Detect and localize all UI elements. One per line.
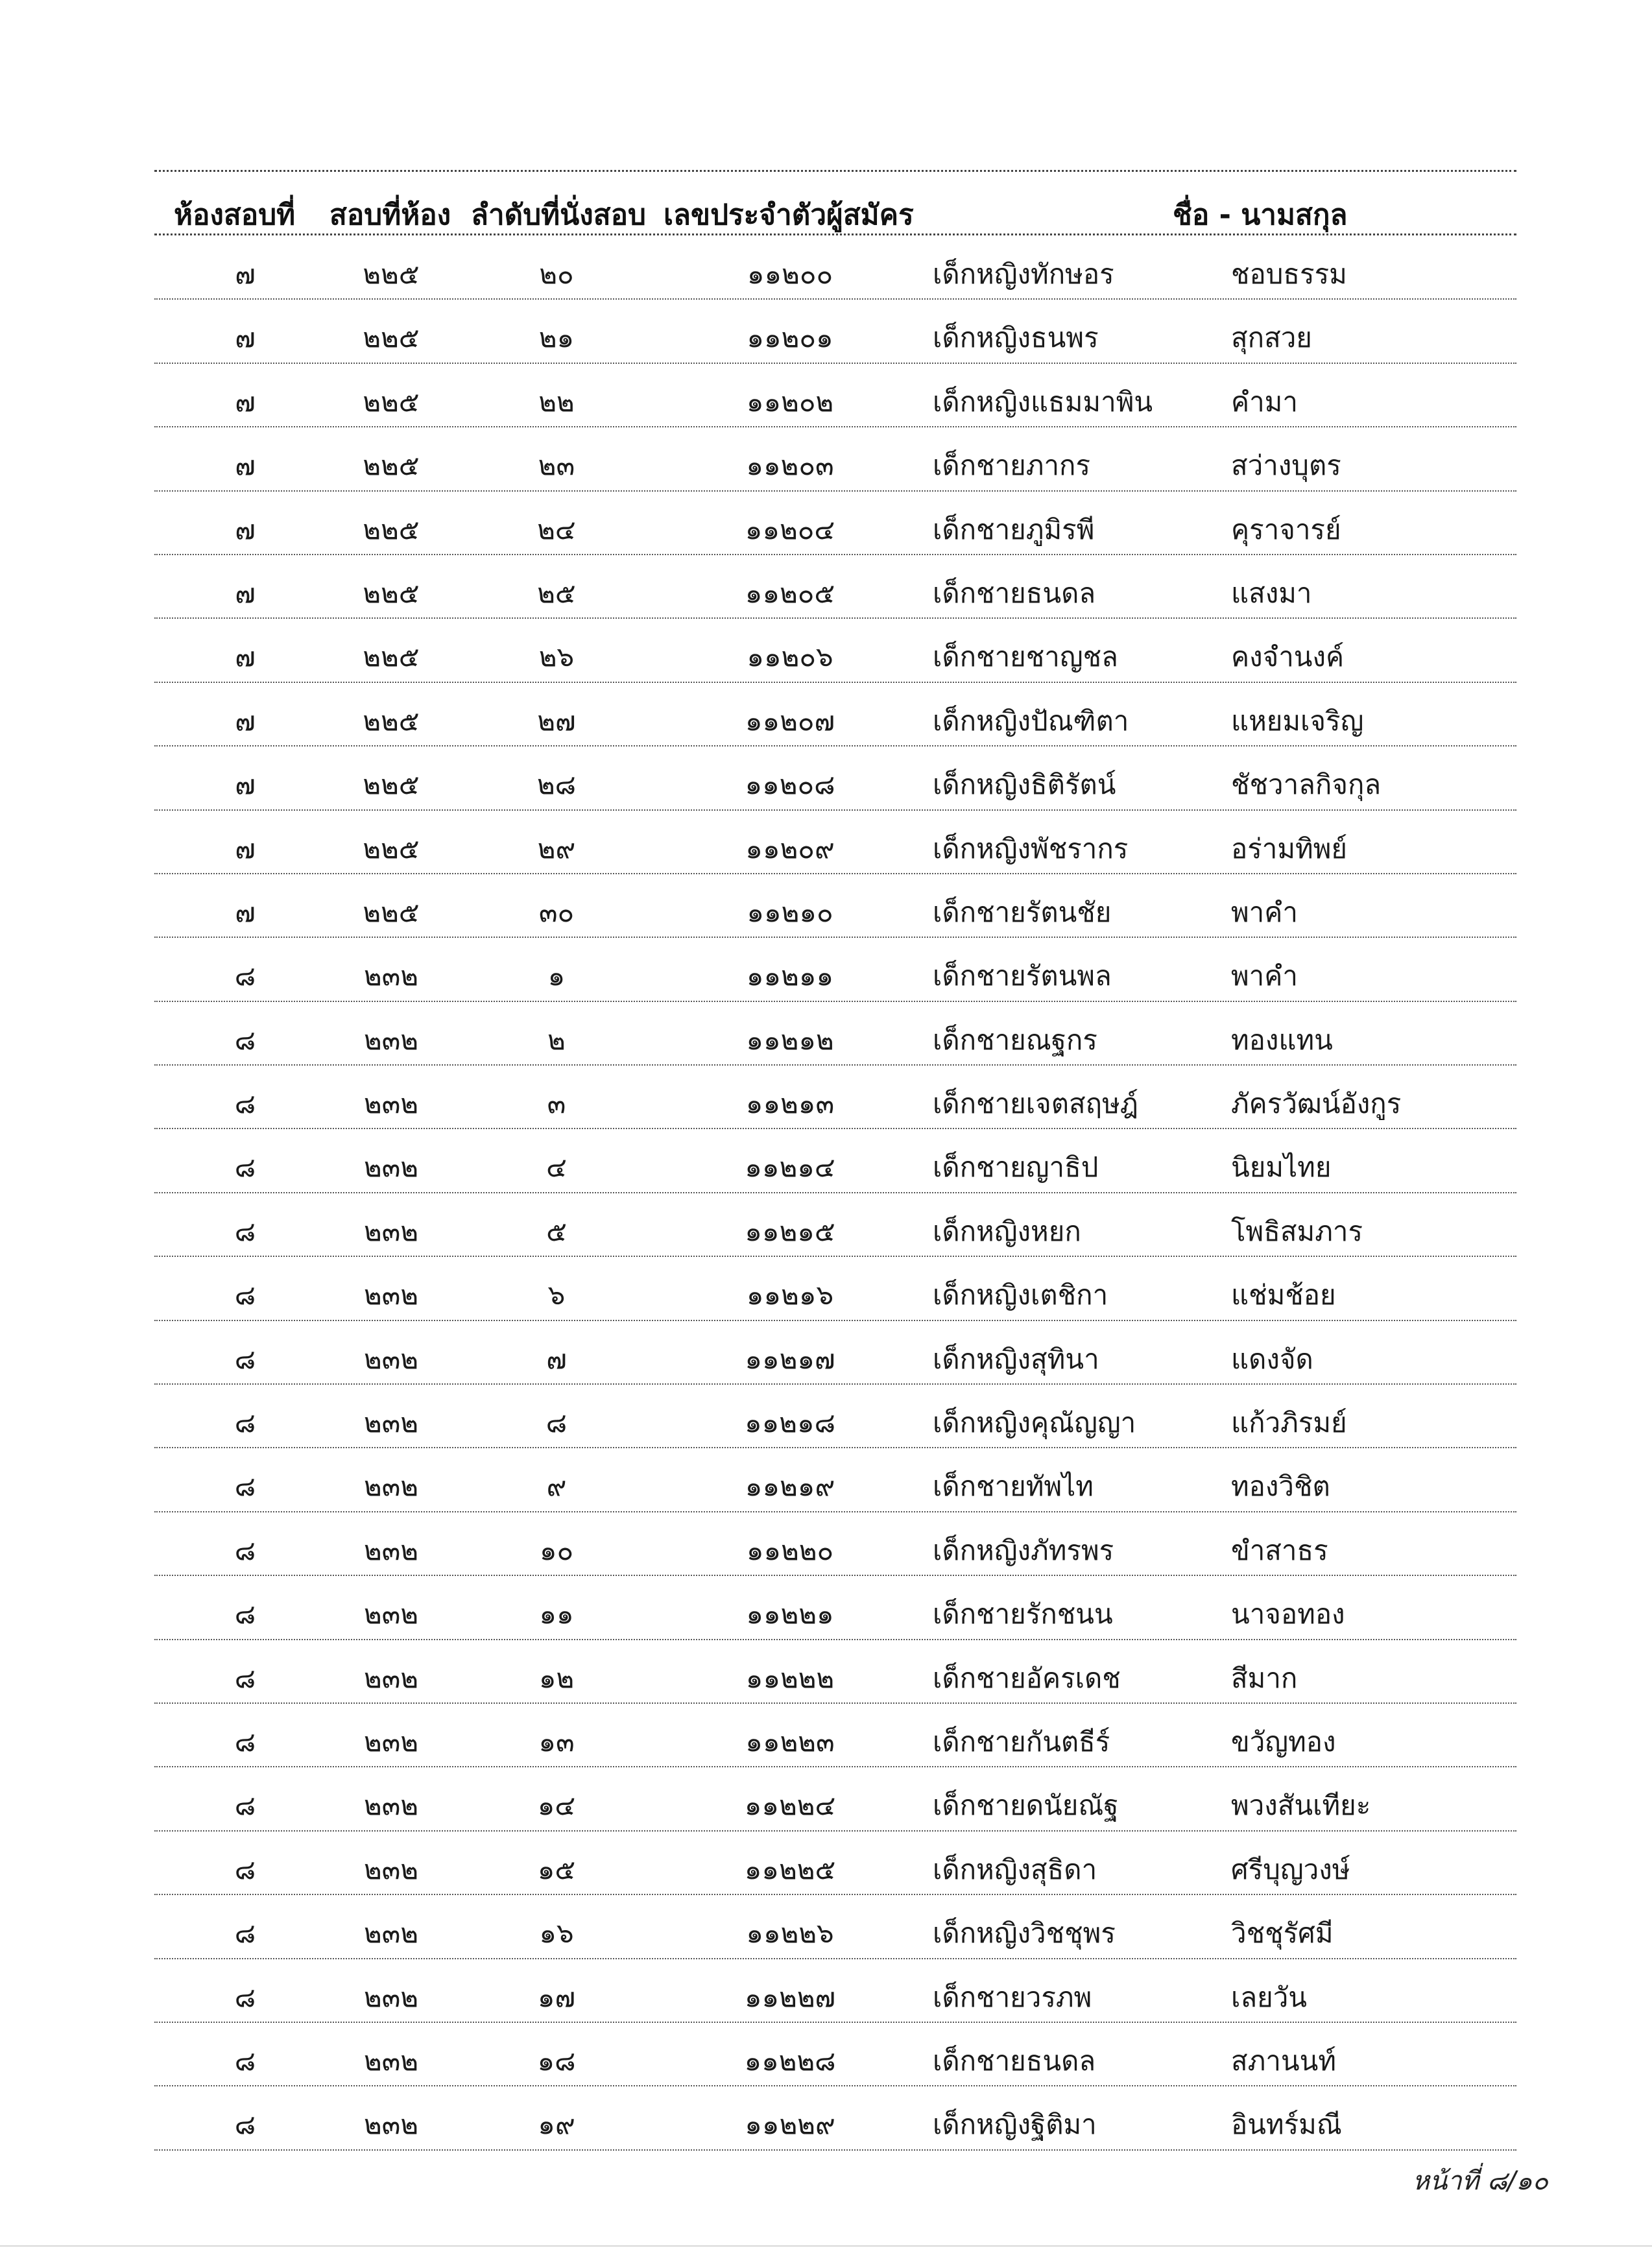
cell-building: ๒๒๕ — [363, 513, 420, 545]
cell-applicant-id: ๑๑๒๒๖ — [746, 1917, 834, 1950]
cell-last-name: แก้วภิรมย์ — [1231, 1407, 1347, 1439]
table-row — [154, 427, 1516, 491]
table-row — [154, 683, 1516, 746]
header-seat: ลำดับที่นั่งสอบ — [471, 198, 646, 232]
cell-applicant-id: ๑๑๒๑๒ — [746, 1023, 834, 1056]
cell-seat: ๓ — [547, 1088, 566, 1120]
cell-building: ๒๓๒ — [363, 1407, 419, 1439]
cell-building: ๒๓๒ — [363, 2108, 419, 2141]
cell-first-name: เด็กหญิงปัณฑิตา — [933, 704, 1129, 737]
cell-applicant-id: ๑๑๒๑๘ — [744, 1407, 836, 1439]
cell-first-name: เด็กชายภูมิรพี — [933, 513, 1095, 545]
cell-building: ๒๓๒ — [363, 1789, 419, 1822]
cell-last-name: สุกสวย — [1231, 322, 1312, 354]
cell-seat: ๑๒ — [538, 1662, 575, 1694]
cell-last-name: สีมาก — [1231, 1662, 1298, 1694]
cell-room: ๘ — [234, 1088, 256, 1120]
cell-building: ๒๒๕ — [363, 769, 420, 801]
cell-last-name: อินทร์มณี — [1231, 2108, 1342, 2141]
cell-seat: ๒๖ — [538, 641, 575, 673]
cell-building: ๒๓๒ — [363, 1023, 419, 1056]
cell-building: ๒๓๒ — [363, 1343, 419, 1375]
cell-room: ๘ — [234, 1407, 256, 1439]
cell-first-name: เด็กชายกันตธีร์ — [933, 1725, 1110, 1758]
cell-first-name: เด็กชายเจตสฤษฎ์ — [933, 1088, 1138, 1120]
cell-building: ๒๒๕ — [363, 449, 420, 482]
cell-room: ๘ — [234, 1279, 256, 1311]
cell-room: ๗ — [235, 704, 256, 737]
cell-last-name: ทองวิชิต — [1231, 1470, 1330, 1503]
cell-applicant-id: ๑๑๒๑๙ — [745, 1470, 835, 1503]
cell-applicant-id: ๑๑๒๑๐ — [747, 896, 833, 928]
cell-seat: ๔ — [546, 1151, 567, 1184]
cell-first-name: เด็กชายรัตนชัย — [933, 896, 1112, 928]
cell-room: ๗ — [235, 258, 256, 290]
cell-applicant-id: ๑๑๒๑๖ — [746, 1279, 834, 1311]
cell-seat: ๖ — [547, 1279, 566, 1311]
cell-last-name: พาคำ — [1231, 896, 1298, 928]
cell-seat: ๑ — [547, 960, 566, 992]
header-room: ห้องสอบที่ — [174, 198, 296, 232]
cell-first-name: เด็กหญิงวิชชุพร — [933, 1917, 1116, 1950]
cell-room: ๘ — [234, 1853, 256, 1885]
header-applicant-id: เลขประจำตัวผู้สมัคร — [664, 198, 914, 232]
cell-seat: ๑๙ — [538, 2108, 575, 2141]
cell-room: ๘ — [234, 1534, 256, 1566]
table-row — [154, 746, 1516, 810]
cell-applicant-id: ๑๑๒๑๗ — [745, 1343, 835, 1375]
cell-room: ๗ — [235, 449, 256, 482]
cell-applicant-id: ๑๑๒๑๔ — [745, 1151, 835, 1184]
cell-applicant-id: ๑๑๒๐๘ — [745, 769, 835, 801]
cell-room: ๗ — [235, 896, 256, 928]
cell-room: ๘ — [234, 1151, 256, 1184]
cell-seat: ๗ — [546, 1343, 567, 1375]
cell-seat: ๑๑ — [539, 1598, 574, 1630]
cell-room: ๘ — [234, 1215, 256, 1247]
cell-first-name: เด็กหญิงสุทินา — [933, 1343, 1099, 1375]
cell-applicant-id: ๑๑๒๑๓ — [745, 1088, 835, 1120]
cell-room: ๗ — [235, 513, 256, 545]
cell-building: ๒๓๒ — [363, 1725, 419, 1758]
cell-last-name: ขวัญทอง — [1231, 1725, 1336, 1758]
cell-room: ๘ — [234, 1662, 256, 1694]
cell-last-name: ชอบธรรม — [1231, 258, 1347, 290]
cell-seat: ๕ — [546, 1215, 567, 1247]
cell-seat: ๑๖ — [539, 1917, 574, 1950]
cell-building: ๒๒๕ — [363, 832, 420, 865]
cell-applicant-id: ๑๑๒๐๒ — [746, 385, 834, 418]
cell-applicant-id: ๑๑๒๒๐ — [746, 1534, 834, 1566]
cell-last-name: ภัครวัฒน์อังกูร — [1231, 1088, 1402, 1120]
table-row — [154, 2023, 1516, 2086]
table-row — [154, 492, 1516, 555]
cell-building: ๒๓๒ — [363, 1598, 419, 1630]
cell-seat: ๑๓ — [538, 1725, 575, 1758]
cell-last-name: แหยมเจริญ — [1231, 704, 1364, 737]
cell-room: ๗ — [235, 769, 256, 801]
cell-applicant-id: ๑๑๒๐๗ — [745, 704, 835, 737]
cell-seat: ๒๕ — [537, 577, 576, 609]
cell-first-name: เด็กหญิงเตชิกา — [933, 1279, 1108, 1311]
cell-room: ๘ — [234, 1023, 256, 1056]
cell-last-name: โพธิสมภาร — [1231, 1215, 1363, 1247]
cell-applicant-id: ๑๑๒๒๔ — [744, 1789, 836, 1822]
cell-applicant-id: ๑๑๒๑๑ — [746, 960, 834, 992]
table-row — [154, 2086, 1516, 2150]
cell-room: ๘ — [234, 2108, 256, 2141]
cell-first-name: เด็กหญิงคุณัญญา — [933, 1407, 1136, 1439]
cell-first-name: เด็กชายรักชนน — [933, 1598, 1113, 1630]
cell-last-name: พาคำ — [1231, 960, 1298, 992]
cell-first-name: เด็กชายรัตนพล — [933, 960, 1112, 992]
table-row — [154, 1257, 1516, 1320]
cell-room: ๗ — [235, 322, 256, 354]
table-row — [154, 1512, 1516, 1576]
table-row — [154, 1129, 1516, 1193]
table-row — [154, 811, 1516, 874]
cell-applicant-id: ๑๑๒๒๗ — [744, 1981, 836, 2013]
table-row — [154, 555, 1516, 619]
cell-first-name: เด็กชายดนัยณัฐ — [933, 1789, 1119, 1822]
cell-applicant-id: ๑๑๒๐๖ — [747, 641, 833, 673]
cell-seat: ๒๓ — [538, 449, 575, 482]
cell-applicant-id: ๑๑๒๑๕ — [745, 1215, 835, 1247]
cell-building: ๒๒๕ — [363, 258, 420, 290]
cell-room: ๘ — [234, 960, 256, 992]
cell-first-name: เด็กชายวรภพ — [933, 1981, 1092, 2013]
cell-last-name: สว่างบุตร — [1231, 449, 1341, 482]
cell-applicant-id: ๑๑๒๐๓ — [746, 449, 834, 482]
cell-seat: ๑๐ — [539, 1534, 574, 1566]
cell-first-name: เด็กหญิงทักษอร — [933, 258, 1114, 290]
cell-room: ๗ — [235, 832, 256, 865]
cell-applicant-id: ๑๑๒๒๑ — [746, 1598, 834, 1630]
cell-seat: ๒ — [547, 1023, 566, 1056]
table-row — [154, 1066, 1516, 1129]
cell-room: ๘ — [234, 1917, 256, 1950]
cell-building: ๒๓๒ — [363, 1215, 419, 1247]
cell-building: ๒๓๒ — [363, 960, 419, 992]
cell-room: ๗ — [235, 577, 256, 609]
cell-building: ๒๒๕ — [363, 322, 420, 354]
table-row — [154, 1832, 1516, 1895]
cell-last-name: พวงสันเทียะ — [1231, 1789, 1371, 1822]
cell-seat: ๒๔ — [537, 513, 576, 545]
page-bottom-edge — [0, 2245, 1652, 2247]
cell-last-name: อร่ามทิพย์ — [1231, 832, 1348, 865]
cell-first-name: เด็กหญิงธิติรัตน์ — [933, 769, 1116, 801]
cell-room: ๘ — [234, 2044, 256, 2077]
cell-room: ๗ — [235, 385, 256, 418]
cell-room: ๘ — [234, 1981, 256, 2013]
cell-building: ๒๓๒ — [363, 1279, 419, 1311]
table-row — [154, 1385, 1516, 1448]
cell-building: ๒๓๒ — [363, 1151, 419, 1184]
table-row — [154, 1448, 1516, 1512]
table-row — [154, 1193, 1516, 1257]
cell-last-name: แช่มช้อย — [1231, 1279, 1336, 1311]
cell-last-name: ชัชวาลกิจกุล — [1231, 769, 1382, 801]
table-row — [154, 1002, 1516, 1066]
cell-building: ๒๒๕ — [363, 896, 420, 928]
cell-first-name: เด็กชายภากร — [933, 449, 1091, 482]
cell-first-name: เด็กชายธนดล — [933, 577, 1096, 609]
cell-last-name: แสงมา — [1231, 577, 1312, 609]
cell-room: ๘ — [234, 1789, 256, 1822]
cell-first-name: เด็กหญิงภัทรพร — [933, 1534, 1114, 1566]
cell-building: ๒๓๒ — [363, 1981, 419, 2013]
cell-seat: ๑๕ — [537, 1853, 576, 1885]
table-row — [154, 1895, 1516, 1959]
header-building: สอบที่ห้อง — [329, 198, 451, 232]
cell-last-name: นิยมไทย — [1231, 1151, 1332, 1184]
cell-building: ๒๓๒ — [363, 1853, 419, 1885]
cell-seat: ๒๘ — [536, 769, 577, 801]
cell-first-name: เด็กชายธนดล — [933, 2044, 1096, 2077]
cell-building: ๒๓๒ — [363, 1088, 419, 1120]
table-row — [154, 1640, 1516, 1704]
cell-first-name: เด็กหญิงธนพร — [933, 322, 1099, 354]
cell-room: ๘ — [234, 1725, 256, 1758]
cell-last-name: วิชชุรัศมี — [1231, 1917, 1334, 1950]
table-row — [154, 1767, 1516, 1831]
top-divider — [154, 170, 1516, 172]
cell-last-name: คำมา — [1231, 385, 1298, 418]
cell-first-name: เด็กหญิงหยก — [933, 1215, 1081, 1247]
cell-building: ๒๓๒ — [363, 1470, 419, 1503]
cell-seat: ๑๘ — [537, 2044, 576, 2077]
table-row — [154, 1576, 1516, 1640]
table-row — [154, 938, 1516, 1001]
cell-last-name: ทองแทน — [1231, 1023, 1333, 1056]
cell-building: ๒๒๕ — [363, 641, 420, 673]
cell-last-name: สภานนท์ — [1231, 2044, 1337, 2077]
cell-seat: ๒๑ — [538, 322, 575, 354]
cell-building: ๒๒๕ — [363, 577, 420, 609]
cell-seat: ๘ — [545, 1407, 568, 1439]
cell-room: ๗ — [235, 641, 256, 673]
cell-first-name: เด็กหญิงสุธิดา — [933, 1853, 1097, 1885]
cell-applicant-id: ๑๑๒๐๙ — [745, 832, 835, 865]
cell-last-name: แดงจัด — [1231, 1343, 1313, 1375]
table-row — [154, 300, 1516, 363]
cell-seat: ๙ — [546, 1470, 567, 1503]
cell-seat: ๒๗ — [537, 704, 576, 737]
cell-seat: ๒๙ — [537, 832, 576, 865]
cell-room: ๘ — [234, 1470, 256, 1503]
cell-last-name: นาจอทอง — [1231, 1598, 1345, 1630]
table-row — [154, 874, 1516, 938]
cell-last-name: คงจำนงค์ — [1231, 641, 1345, 673]
table-row — [154, 236, 1516, 300]
cell-first-name: เด็กชายอัครเดช — [933, 1662, 1121, 1694]
cell-first-name: เด็กชายณฐกร — [933, 1023, 1097, 1056]
cell-building: ๒๒๕ — [363, 704, 420, 737]
cell-seat: ๑๗ — [537, 1981, 576, 2013]
cell-applicant-id: ๑๑๒๒๙ — [745, 2108, 835, 2141]
table-row — [154, 1959, 1516, 2023]
cell-last-name: ศรีบุญวงษ์ — [1231, 1853, 1350, 1885]
cell-building: ๒๓๒ — [363, 1534, 419, 1566]
cell-applicant-id: ๑๑๒๒๒ — [745, 1662, 835, 1694]
cell-first-name: เด็กชายชาญชล — [933, 641, 1118, 673]
cell-seat: ๑๔ — [537, 1789, 576, 1822]
cell-applicant-id: ๑๑๒๐๕ — [745, 577, 835, 609]
cell-seat: ๒๒ — [538, 385, 575, 418]
cell-seat: ๓๐ — [538, 896, 575, 928]
cell-last-name: ขำสาธร — [1231, 1534, 1328, 1566]
cell-applicant-id: ๑๑๒๒๕ — [744, 1853, 836, 1885]
cell-last-name: คุราจารย์ — [1231, 513, 1341, 545]
cell-room: ๘ — [234, 1598, 256, 1630]
cell-room: ๘ — [234, 1343, 256, 1375]
table-row — [154, 364, 1516, 427]
table-header — [154, 188, 1516, 235]
cell-first-name: เด็กหญิงพัชรากร — [933, 832, 1129, 865]
cell-first-name: เด็กชายญาธิป — [933, 1151, 1099, 1184]
table-row — [154, 1704, 1516, 1767]
cell-building: ๒๒๕ — [363, 385, 420, 418]
cell-applicant-id: ๑๑๒๐๐ — [747, 258, 833, 290]
cell-first-name: เด็กชายทัพไท — [933, 1470, 1094, 1503]
table-row — [154, 619, 1516, 682]
cell-first-name: เด็กหญิงฐิติมา — [933, 2108, 1097, 2141]
cell-applicant-id: ๑๑๒๒๘ — [744, 2044, 836, 2077]
table-row — [154, 1321, 1516, 1385]
cell-applicant-id: ๑๑๒๒๓ — [745, 1725, 835, 1758]
page-number: หน้าที่ ๘/๑๐ — [1412, 2166, 1548, 2196]
cell-building: ๒๓๒ — [363, 1662, 419, 1694]
cell-building: ๒๓๒ — [363, 2044, 419, 2077]
cell-last-name: เลยวัน — [1231, 1981, 1307, 2013]
header-name: ชื่อ - นามสกุล — [1173, 198, 1348, 232]
cell-seat: ๒๐ — [539, 258, 574, 290]
cell-applicant-id: ๑๑๒๐๑ — [747, 322, 833, 354]
cell-applicant-id: ๑๑๒๐๔ — [745, 513, 835, 545]
cell-first-name: เด็กหญิงแธมมาพิน — [933, 385, 1153, 418]
cell-building: ๒๓๒ — [363, 1917, 419, 1950]
table-body — [154, 236, 1516, 2151]
